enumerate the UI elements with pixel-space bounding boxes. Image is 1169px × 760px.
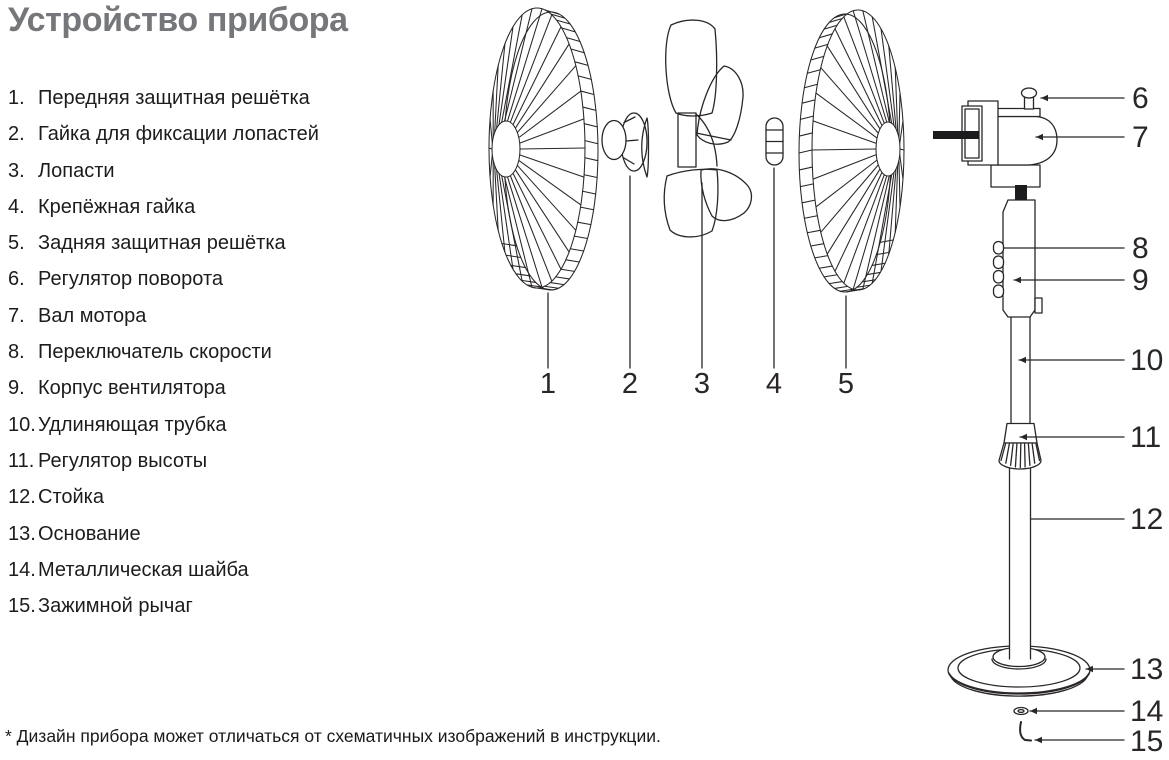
part-number: 8. — [8, 341, 25, 364]
page-title: Устройство прибора — [8, 1, 348, 39]
clamp-lever-drawing — [1020, 722, 1031, 741]
part-label: Металлическая шайба — [38, 558, 249, 581]
part-label: Зажимной рычаг — [38, 595, 193, 618]
part-number: 12. — [8, 486, 36, 509]
mounting-nut-drawing — [766, 118, 783, 165]
part-label: Удлиняющая трубка — [38, 413, 227, 436]
washer-drawing — [1014, 708, 1028, 715]
part-number: 4. — [8, 195, 25, 218]
part-callout-15: 15 — [1130, 725, 1164, 758]
part-callout-2: 2 — [621, 368, 639, 400]
part-callout-13: 13 — [1130, 653, 1164, 686]
part-callout-3: 3 — [693, 368, 711, 400]
motor-head-drawing — [933, 88, 1057, 200]
part-label: Передняя защитная решётка — [38, 87, 310, 109]
part-label: Корпус вентилятора — [38, 377, 226, 400]
part-number: 6. — [8, 268, 25, 291]
part-number: 3. — [8, 159, 25, 182]
part-label: Гайка для фиксации лопастей — [38, 123, 319, 146]
part-label: Вал мотора — [38, 304, 147, 327]
part-number: 1. — [8, 87, 25, 109]
fan-body-drawing — [1003, 200, 1042, 317]
extension-tube-drawing — [1011, 317, 1030, 424]
part-number: 11. — [8, 449, 35, 472]
part-callout-7: 7 — [1132, 121, 1149, 154]
part-callout-12: 12 — [1130, 503, 1164, 536]
part-callout-9: 9 — [1132, 264, 1149, 297]
speed-switch-buttons — [994, 242, 1004, 298]
part-callout-4: 4 — [765, 368, 783, 400]
part-callout-8: 8 — [1132, 232, 1149, 265]
exploded-view-numbers — [540, 368, 854, 400]
part-callout-6: 6 — [1132, 82, 1149, 115]
part-label: Регулятор поворота — [38, 268, 224, 291]
part-label: Лопасти — [38, 159, 115, 182]
oscillation-knob-drawing — [1022, 88, 1037, 109]
motor-shaft-drawing — [933, 131, 979, 139]
part-callout-5: 5 — [837, 368, 855, 400]
part-label: Стойка — [38, 486, 104, 509]
part-number: 10. — [8, 413, 36, 436]
part-number: 5. — [8, 232, 25, 255]
part-number: 2. — [8, 123, 25, 146]
part-label: Переключатель скорости — [38, 341, 272, 364]
stand-pole-drawing — [1010, 464, 1031, 659]
part-callout-14: 14 — [1130, 695, 1164, 728]
part-number: 7. — [8, 304, 25, 327]
height-adjuster-drawing — [999, 424, 1041, 470]
part-callout-1: 1 — [539, 368, 557, 400]
part-callout-11: 11 — [1130, 421, 1162, 454]
rear-grille-drawing — [799, 10, 904, 292]
assembly-numbers — [1130, 82, 1163, 758]
front-grille-drawing — [489, 8, 598, 290]
part-number: 15. — [8, 595, 36, 618]
fan-blades-drawing — [642, 20, 752, 237]
part-number: 13. — [8, 522, 36, 545]
part-label: Регулятор высоты — [38, 449, 208, 472]
part-number: 14. — [8, 558, 36, 581]
part-label: Задняя защитная решётка — [38, 232, 286, 255]
design-disclaimer-footnote: * Дизайн прибора может отличаться от схематичных изображений в инструкции. — [5, 726, 661, 746]
blade-nut-drawing — [602, 113, 647, 171]
fan-assembly-drawing — [933, 88, 1090, 741]
part-label: Основание — [38, 522, 141, 545]
part-label: Крепёжная гайка — [38, 195, 196, 218]
part-number: 9. — [8, 377, 25, 400]
part-callout-10: 10 — [1130, 344, 1164, 377]
